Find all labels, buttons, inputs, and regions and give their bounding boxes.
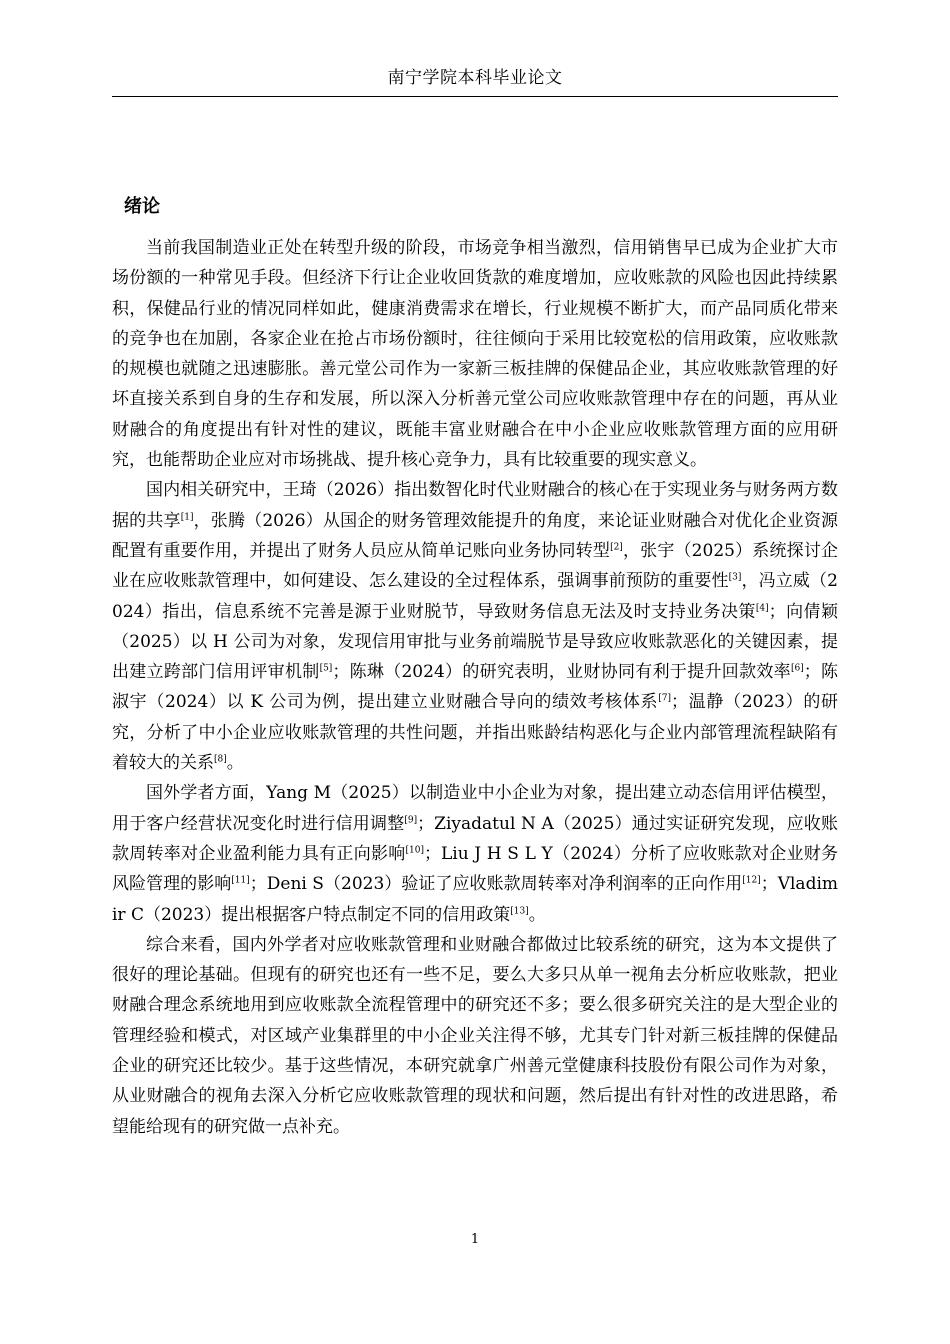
- paragraph-text: 综合来看，国内外学者对应收账款管理和业财融合都做过比较系统的研究，这为本文提供了很好的理论基础。但现有的研究也还有一些不足，要么大多只从单一视角去分析应收账款，把业财融合理念系统地用到应收账款全流程管理中的研究还不多；要么很多研究关注的是大型企业的管理经验和模式，对区域产业集群里的中小企业关注得不够，尤其专门针对新三板挂牌的保健品企业的研究还比较少。基于这些情况，本研究就拿广州善元堂健康科技股份有限公司作为对象，从业财融合的视角去深入分析它应收账款管理的现状和问题，然后提出有针对性的改进思路，希望能给现有的研究做一点补充。: [112, 934, 838, 1137]
- citation-marker: [5]: [319, 663, 333, 674]
- paragraph-text: ；陈淑宇（2024）以 K 公司为例，提出建立业财融合导向的绩效考核体系: [112, 662, 839, 713]
- paragraph: [112, 475, 838, 778]
- citation-marker: [12]: [742, 875, 761, 886]
- citation-marker: [13]: [510, 905, 529, 916]
- citation-marker: [8]: [214, 754, 227, 765]
- citation-marker: [9]: [404, 814, 418, 825]
- paragraph-text: ；Ziyadatul N A（2025）通过实证研究发现，应收账款周转率对企业盈利能力具有正向影响: [112, 813, 839, 864]
- paragraph-text: ；向倩颖（2025）以 H 公司为对象，发现信用审批与业务前端脱节是导致应收账款恶化的关键因素，提出建立跨部门信用评审机制: [112, 601, 838, 683]
- paragraph-text: ；陈琳（2024）的研究表明，业财协同有利于提升回款效率: [332, 662, 791, 683]
- page-number: 1: [470, 1232, 480, 1247]
- paragraph-text: ，张腾（2026）从国企的财务管理效能提升的角度，来论证业财融合对优化企业资源配置有重要作用，并提出了财务人员应从简单记账向业务协同转型: [112, 510, 839, 561]
- section-title: 绪论: [124, 196, 160, 217]
- running-header: 南宁学院本科毕业论文: [387, 68, 563, 88]
- citation-marker: [7]: [658, 693, 671, 704]
- paragraph: [112, 778, 838, 929]
- paragraph-text: 国外学者方面，Yang M（2025）以制造业中小企业为对象，提出建立动态信用评估模型，用于客户经营状况变化时进行信用调整: [112, 783, 838, 834]
- citation-marker: [2]: [610, 542, 623, 553]
- citation-marker: [6]: [790, 663, 804, 674]
- paragraph-text: ；Vladimir C（2023）提出根据客户特点制定不同的信用政策: [112, 874, 839, 925]
- citation-marker: [10]: [405, 845, 424, 856]
- paragraph-text: ；Deni S（2023）验证了应收账款周转率对净利润率的正向作用: [249, 874, 743, 895]
- paragraph-text: 。: [528, 904, 546, 925]
- paragraph: [112, 233, 838, 475]
- citation-marker: [11]: [231, 875, 250, 886]
- citation-marker: [1]: [180, 512, 194, 523]
- paragraph-text: 。: [226, 753, 244, 774]
- citation-marker: [3]: [728, 572, 742, 583]
- paragraph-text: ；Liu J H S L Y（2024）分析了应收账款对企业财务风险管理的影响: [112, 843, 838, 895]
- paragraph-text: ；温静（2023）的研究，分析了中小企业应收账款管理的共性问题，并指出账龄结构恶化与企业内部管理流程缺陷有着较大的关系: [112, 692, 839, 774]
- paragraph: [112, 930, 838, 1142]
- body-text: [112, 233, 838, 1142]
- header-rule: [112, 96, 838, 97]
- paragraph-text: ，张宇（2025）系统探讨企业在应收账款管理中，如何建设、怎么建设的全过程体系，强调事前预防的重要性: [112, 540, 838, 592]
- paragraph-text: ，冯立威（2024）指出，信息系统不完善是源于业财脱节，导致财务信息无法及时支持业务决策: [112, 571, 838, 622]
- paragraph-text: 国内相关研究中，王琦（2026）指出数智化时代业财融合的核心在于实现业务与财务两方数据的共享: [112, 480, 838, 531]
- citation-marker: [4]: [755, 602, 769, 613]
- paragraph-text: 当前我国制造业正处在转型升级的阶段，市场竞争相当激烈，信用销售早已成为企业扩大市场份额的一种常见手段。但经济下行让企业收回货款的难度增加，应收账款的风险也因此持续累积，保健品行业的情况同样如此，健康消费需求在增长，行业规模不断扩大，而产品同质化带来的竞争也在加剧，各家企业在抢占市场份额时，往往倾向于采用比较宽松的信用政策，应收账款的规模也就随之迅速膨胀。善元堂公司作为一家新三板挂牌的保健品企业，其应收账款管理的好坏直接关系到自身的生存和发展，所以深入分析善元堂公司应收账款管理中存在的问题，再从业财融合的角度提出有针对性的建议，既能丰富业财融合在中小企业应收账款管理方面的应用研究，也能帮助企业应对市场挑战、提升核心竞争力，具有比较重要的现实意义。: [112, 238, 838, 471]
